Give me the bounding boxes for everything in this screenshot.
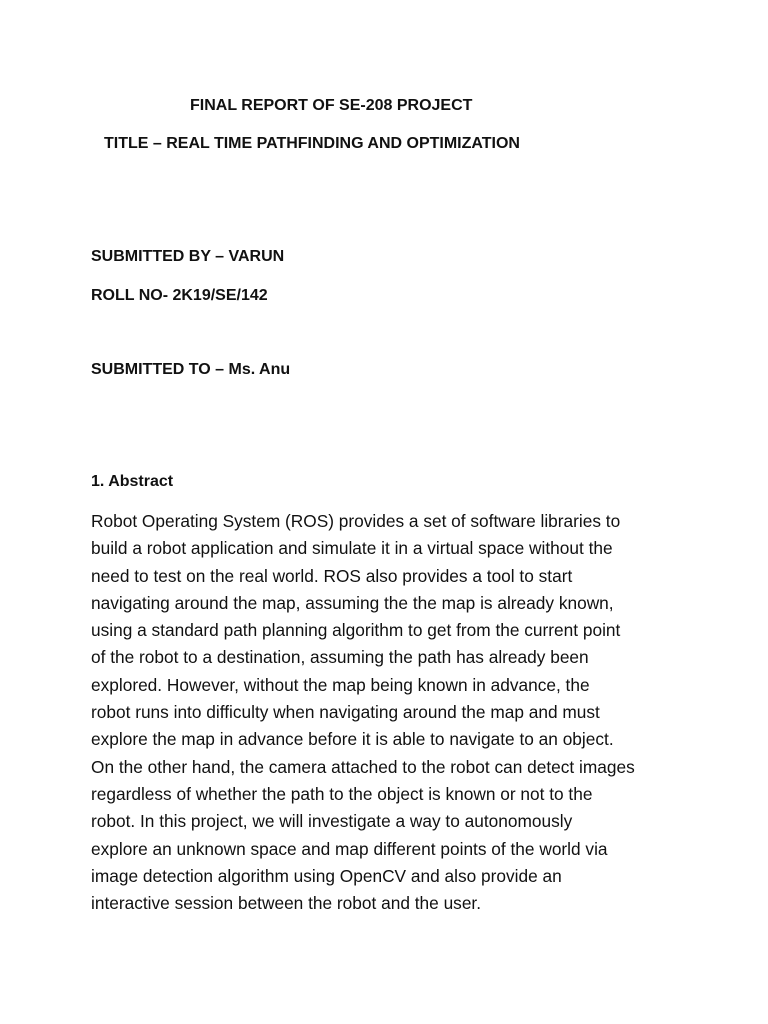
abstract-line: build a robot application and simulate it in a virtual space without the (91, 538, 613, 559)
abstract-heading: 1. Abstract (91, 473, 174, 490)
abstract-line: robot. In this project, we will investigate a way to autonomously (91, 811, 573, 832)
project-title: TITLE – REAL TIME PATHFINDING AND OPTIMIZATION (104, 135, 520, 152)
abstract-line: need to test on the real world. ROS also provides a tool to start (91, 565, 573, 586)
abstract-line: image detection algorithm using OpenCV and also provide an (91, 865, 562, 886)
report-title: FINAL REPORT OF SE-208 PROJECT (190, 97, 473, 114)
abstract-line: Robot Operating System (ROS) provides a set of software libraries to (91, 511, 621, 531)
abstract-line: regardless of whether the path to the object is known or not to the (91, 783, 593, 804)
submitted-to: SUBMITTED TO – Ms. Anu (91, 361, 291, 378)
submitted-by: SUBMITTED BY – VARUN (91, 248, 285, 265)
abstract-line: On the other hand, the camera attached to the robot can detect images (91, 756, 635, 777)
roll-number: ROLL NO- 2K19/SE/142 (91, 287, 268, 304)
abstract-line: explore the map in advance before it is able to navigate to an object. (91, 729, 614, 750)
abstract-line: explore an unknown space and map different points of the world via (91, 838, 608, 859)
abstract-line: explored. However, without the map being known in advance, the (91, 674, 590, 695)
abstract-line: robot runs into difficulty when navigating around the map and must (91, 702, 600, 723)
abstract-line: of the robot to a destination, assuming the path has already been (91, 647, 589, 668)
abstract-paragraph (91, 508, 711, 917)
abstract-line: interactive session between the robot and the user. (91, 893, 482, 914)
abstract-line: using a standard path planning algorithm to get from the current point (91, 620, 621, 641)
abstract-line: navigating around the map, assuming the the map is already known, (91, 592, 614, 613)
